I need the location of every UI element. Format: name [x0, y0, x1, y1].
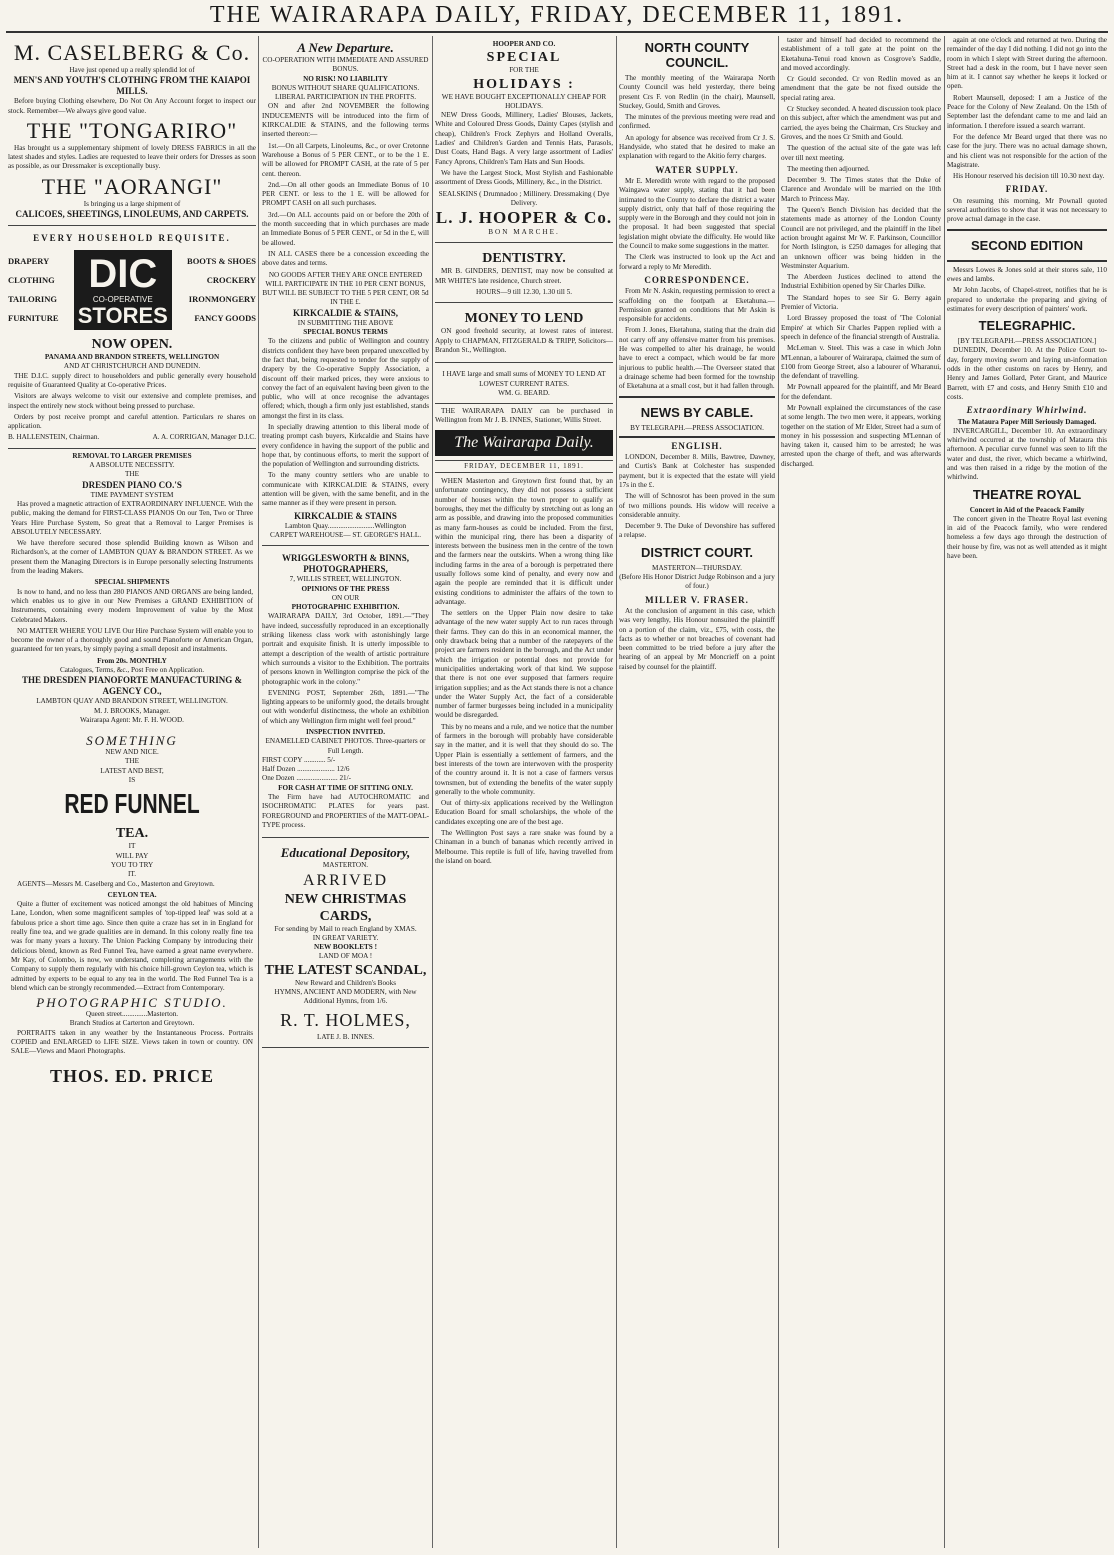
- on-our: ON OUR: [331, 593, 360, 602]
- red-funnel-heading: RED FUNNEL: [64, 789, 200, 820]
- editorial-paragraph: Out of thirty-six applications received by the Wellington Education Board for small scholarships, the whole of the candidates excepting one are of the best age.: [435, 799, 613, 826]
- dic-right-item: FANCY GOODS: [194, 313, 256, 324]
- district-court-sub: MASTERTON—THURSDAY.: [652, 563, 742, 572]
- for-england: For sending by Mail to reach England by XMAS.: [274, 924, 417, 933]
- caselberg-goods: MEN'S AND YOUTH'S CLOTHING FROM THE KAIAPOI MILLS.: [13, 75, 251, 97]
- dresden-footer: Wairarapa Agent: Mr. F. H. WOOD.: [80, 715, 184, 724]
- column-divider: [944, 36, 945, 1548]
- court-paragraph: His Honour reserved his decision till 10.30 next day.: [953, 172, 1105, 181]
- enamelled-photos: ENAMELLED CABINET PHOTOS. Three-quarters or Full Length.: [265, 737, 426, 755]
- arrived-heading: ARRIVED: [302, 871, 389, 889]
- council-paragraph: The minutes of the previous meeting were read and confirmed.: [619, 113, 775, 131]
- dic-visitors: Visitors are always welcome to visit our extensive and complete premises, and inspect the entirely new stock without being pressed to purchase.: [8, 392, 256, 410]
- court-paragraph: again at one o'clock and returned at two. During the remainder of the day I did nothing. I did not go into the room in which I slept with Street during the afternoon. Street had a desk in the room, but I have never seen him at it. I cannot say whether he keeps it locked or open.: [947, 36, 1107, 91]
- carpet-warehouse: CARPET WAREHOUSE— ST. GEORGE'S HALL.: [269, 530, 422, 539]
- dic-signer: B. HALLENSTEIN, Chairman.: [8, 433, 100, 442]
- holidays-heading: HOLIDAYS :: [473, 76, 575, 92]
- tea-agents: AGENTS—Messrs M. Caselberg and Co., Masterton and Greytown.: [17, 879, 215, 888]
- paper-date: FRIDAY, DECEMBER 11, 1891.: [435, 460, 613, 473]
- council-paragraph: The meeting then adjourned.: [787, 164, 870, 173]
- dic-orders: Orders by post receive prompt and careful attention. Particulars re shares on application.: [8, 412, 256, 431]
- portraits-text: PORTRAITS taken in any weather by the Instantaneous Process. Portraits COPIED and ENLARGED to LIFE SIZE. Views taken in town or country. ON SALE—Views and Maori Photographs.: [11, 1028, 253, 1056]
- dic-logo-block: [8, 250, 256, 330]
- educational-heading: Educational Depository,: [280, 845, 411, 861]
- council-paragraph: Cr Stuckey seconded. A heated discussion took place on this subject, after which the amendment was put and carried, the ayes being the Chairman, Crs Stuckey and Groves, and the noes Cr Smith and Gould.: [781, 105, 941, 141]
- court-paragraph: At the conclusion of argument in this case, which was very lengthy, His Honour nonsuited the plaintiff on a portion of the claim, viz., £75, with costs, the facts as to whether or not breaches of covenant had been committed to be tried before a jury after the hearing of an appeal by Mr Moncrieff on a point raised by counsel for the plaintiff.: [619, 606, 775, 671]
- land-of-moa: LAND OF MOA !: [318, 952, 373, 961]
- news-paragraph: DUNEDIN, December 10. At the Police Court to-day, forgery moving sworn and laying un-information odds in the other customs on races by Henry, and Henry and James Gollard, Peter Grant, and Maurice Barrett, with £7 and costs, and Henry Smith £10 and costs.: [947, 346, 1107, 401]
- firm-notice: The Firm have had AUTOCHROMATIC and ISOCHROMATIC PLATES for years past. FOREGROUND and PROPERTIES of the MATT-OPAL-TYPE process.: [262, 793, 429, 829]
- council-paragraph: The question of the actual site of the gate was left over till next meeting.: [781, 144, 941, 162]
- dic-logo-coop: CO-OPERATIVE: [92, 295, 153, 305]
- dresden-footer: M. J. BROOKS, Manager.: [93, 706, 171, 715]
- bon-marche: BON MARCHE.: [488, 228, 560, 237]
- tongariro-text: Has brought us a supplementary shipment of lovely DRESS FABRICS in all the latest shades and styles. Ladies are requested to leave their orders for Dresses as soon as possible, as our Dressmaker is exceptionally busy.: [8, 143, 256, 171]
- new-xmas-cards: NEW CHRISTMAS CARDS,: [284, 891, 407, 924]
- dresden-body: Has proved a magnetic attraction of EXTRAORDINARY INFLUENCE. With the public, making the demand for FIRST-CLASS PIANOS On our Ten, Two or Three Years Hire Purchase System, So great that a Removal to Larger Premises is ABSOLUTELY NECESSARY.: [11, 499, 253, 536]
- council-paragraph: taster and himself had decided to recommend the establishment of a toll gate at the point on the Eketahuna-Tenui road known as Cosgrove's Saddle, and moved accordingly.: [781, 36, 941, 72]
- requisite-heading: EVERY HOUSEHOLD REQUISITE.: [33, 233, 231, 244]
- aorangi-title: THE "AORANGI": [41, 173, 223, 199]
- whirlwind-heading: Extraordinary Whirlwind.: [966, 405, 1088, 416]
- wrigglesworth-heading: WRIGGLESWORTH & BINNS, PHOTOGRAPHERS,: [282, 553, 409, 575]
- dresden-footer: THE DRESDEN PIANOFORTE MANUFACTURING & AGENCY CO.,: [21, 675, 243, 697]
- telegraph-sub: [BY TELEGRAPH.—PRESS ASSOCIATION.]: [957, 337, 1097, 346]
- cable-sub: BY TELEGRAPH.—PRESS ASSOCIATION.: [630, 423, 764, 432]
- friday-heading: FRIDAY.: [1005, 184, 1049, 195]
- coop-line: CO-OPERATION WITH IMMEDIATE AND ASSURED BONUS.: [262, 56, 429, 74]
- dic-address2: AND AT CHRISTCHURCH AND DUNEDIN.: [63, 362, 201, 371]
- something-line: LATEST AND BEST,: [100, 766, 164, 775]
- tongariro-title: THE "TONGARIRO": [26, 117, 238, 143]
- dentistry-heading: DENTISTRY.: [482, 251, 566, 267]
- tea-heading: TEA.: [115, 826, 149, 842]
- cable-paragraph: December 9. The Times states that the Duke of Clarence and Avondale will be married on the 10th March to Princess May.: [781, 176, 941, 203]
- daily-note: THE WAIRARAPA DAILY can be purchased in Wellington from Mr J. B. INNES, Stationer, Willis Street.: [435, 407, 613, 425]
- council-paragraph: From Mr N. Askin, requesting permission to erect a scaffolding on the footpath at Eketahuna.—Permission granted on conditions that Mr Askin is responsible for accidents.: [619, 287, 775, 324]
- dic-left-list: [8, 252, 59, 328]
- news-paragraph: INVERCARGILL, December 10. An extraordinary whirlwind occurred at the township of Mataura this afternoon. A peculiar curve funnel was seen to lift the water and dust, the river, which became a whirlwind, and was then raised in a ridge by the motion of the whirlwind.: [947, 426, 1107, 482]
- column-2: [262, 36, 429, 1548]
- bonus-term: 1st.—On all Carpets, Linoleums, &c., or over Cretonne Warehouse a Bonus of 5 PER CENT., or to be the 1 E. will be allowed for PROMPT CASH, at the rate of 5 per cent. thereon.: [262, 141, 429, 178]
- column-divider: [778, 36, 779, 1548]
- news-paragraph: Mr John Jacobs, of Chapel-street, notifies that he is prepared to undertake the preparing and giving of estimates for every description of painters' work.: [947, 286, 1107, 313]
- dresden-sub: TIME PAYMENT SYSTEM: [90, 490, 174, 499]
- dic-logo-stores: STORES: [77, 303, 168, 329]
- council-paragraph: An apology for absence was received from Cr J. S. Handyside, who stated that he desired to make an explanation with regard to the Akitio ferry charges.: [619, 133, 775, 161]
- court-paragraph: For the defence Mr Beard urged that there was no case for the jury. There was no actual damage shown, and his client was not responsible for the action of the Magistrate.: [947, 132, 1107, 169]
- something-head: SOMETHING: [86, 733, 178, 749]
- district-court-judge: (Before His Honor District Judge Robinson and a jury of four.): [619, 573, 775, 591]
- special-heading: SPECIAL: [486, 50, 562, 66]
- sealskin-line: SEALSKINS ( Drumnadoo ; Millinery. Dressmaking ( Dye Delivery.: [438, 189, 610, 207]
- kirkcaldie-firm-2: KIRKCALDIE & STAINS: [294, 510, 397, 521]
- bonus-body: To the many country settlers who are unable to communicate with KIRKCALDIE & STAINS, every attention will be given, with the same benefit, and in the same manner as if they were present in person.: [262, 471, 429, 508]
- dic-right-list: [187, 252, 256, 328]
- dentist-hours: HOURS—9 till 12.30, 1.30 till 5.: [475, 288, 573, 297]
- hooper-head: HOOPER AND CO.: [492, 40, 556, 48]
- dresden-title: DRESDEN PIANO CO.'S: [82, 479, 182, 490]
- opinions-heading: OPINIONS OF THE PRESS: [301, 584, 390, 593]
- hooper-body: NEW Dress Goods, Millinery, Ladies' Blouses, Jackets, White and Coloured Dress Goods, Dainty Capes (stylish and cheap), Children's Frock Zephyrs and Holland Overalls, Ladies' and Children's Garden and Tennis Hats, Parasols, Dust Coats, Hand Bags. A very large assortment of Ladies' Fancy Aprons, Children's Tam Hats and Sun Hoods.: [435, 111, 613, 166]
- price-row: FIRST COPY ............ 5/-: [262, 755, 336, 764]
- educational-address: MASTERTON.: [322, 861, 369, 870]
- lambton-line: Lambton Quay..........................Wellington: [284, 521, 407, 530]
- ceylon-heading: CEYLON TEA.: [107, 890, 157, 899]
- dic-ad: [8, 229, 256, 449]
- for-the: FOR THE: [509, 66, 539, 75]
- aorangi-goods: CALICOES, SHEETINGS, LINOLEUMS, AND CARPETS.: [15, 209, 249, 220]
- court-paragraph: Mr Pownall explained the circumstances of the case at some length. The two men were, it appears, working together on the station of Mr Elder, Street had a sum of money in his possession and suspecting M'Lennan of having taken it, caused him to be arrested; he was arrested upon the charge of theft, and was afterwards discharged.: [781, 403, 941, 468]
- caselberg-name: M. CASELBERG & Co.: [13, 40, 251, 65]
- cable-paragraph: The Queen's Bench Division has decided that the statements made as attorney of the London County Council are not privileged, and the plaintiff in the libel action brought against Mr W. F. Parkinson, Councillor for North Islington, is £250 damages for alleging that an unknown officer was being hidden in the Westminster Aquarium.: [781, 206, 941, 270]
- court-paragraph: On resuming this morning, Mr Pownall quoted several authorities to show that it was not necessary to prove actual damage in the case.: [947, 196, 1107, 224]
- special-bonus: SPECIAL BONUS TERMS: [303, 328, 388, 337]
- council-paragraph: The monthly meeting of the Wairarapa North County Council was held yesterday, there being present Crs F. von Redlin (in the chair), Maunsell, Stuckey, Gould, Smith and Groves.: [619, 74, 775, 110]
- dic-right-item: BOOTS & SHOES: [187, 256, 256, 267]
- water-supply-heading: WATER SUPPLY.: [655, 164, 739, 175]
- ceylon-text: Quite a flutter of excitement was noticed amongst the old habitues of Mincing Lane, London, when some magnificent samples of 'top-tipped leaf' was sold at a fabulous price a short time ago. Since then quite a craze has set in in England for really fine tea, and we grade qualities are in demand. In this colony really fine tea was for many years a luxury. The Union Packing Company by introducing their delicious blend, known as Red Funnel Tea, have earned a great name everywhere. Mr Kay, of Colombo, is now, we understand, completing arrangements with the Company to supply them regularly with his choice hill-grown Ceylon tea, which is admitted by experts to be equal to any tea in the world. The Red Funnel Tea is a blend which can be strongly recommended.—Extract from Contemporary.: [11, 900, 253, 992]
- bonus-body: In specially drawing attention to this liberal mode of treating prompt cash buyers, Kirkcaldie and Stains have every confidence in having the support of the public and hope that, by continuous efforts, to merit the support of the population of Wellington and surrounding districts.: [262, 422, 429, 469]
- reward-books: New Reward and Children's Books: [294, 978, 397, 987]
- now-open: NOW OPEN.: [91, 337, 173, 353]
- dic-signer: A. A. CORRIGAN, Manager D.I.C.: [152, 433, 256, 442]
- special-shipments: SPECIAL SHIPMENTS: [94, 578, 170, 587]
- second-edition-box: [947, 229, 1107, 262]
- paper-title: The Wairarapa Daily.: [435, 430, 613, 456]
- caselberg-ad: [8, 36, 256, 226]
- tea-line: IT: [128, 842, 136, 851]
- dresden-footer: LAMBTON QUAY AND BRANDON STREET, WELLINGTON.: [36, 697, 228, 706]
- something-line: THE: [125, 757, 139, 766]
- aorangi-text: Is bringing us a large shipment of: [83, 199, 181, 208]
- wrigglesworth-address: 7, WILLIS STREET, WELLINGTON.: [289, 575, 402, 584]
- bonus-term: IN ALL CASES there be a concession exceeding the above dates and terms.: [262, 249, 429, 268]
- dresden-body3: Is now to hand, and no less than 280 PIANOS AND ORGANS are being landed, which enables us to give in our New Premises a GRAND EXHIBITION of Instruments, containing every modern Improvement of value by the Most Celebrated Makers.: [11, 587, 253, 624]
- column-3: [435, 36, 613, 1548]
- money-ad-2: [435, 366, 613, 404]
- telegraphic-heading: TELEGRAPHIC.: [978, 318, 1076, 334]
- cable-paragraph: The Aberdeen Justices declined to attend the Industrial Exhibition opened by Sir Charles Dilke.: [781, 273, 941, 291]
- money-signer: WM. G. BEARD.: [498, 388, 550, 397]
- dresden-catalog: Catalogues, Terms, &c., Post Free on Application.: [59, 665, 205, 674]
- hymns: HYMNS, ANCIENT AND MODERN, with New Additional Hymns, from 1/6.: [274, 988, 417, 1006]
- hooper-ad: [435, 36, 613, 243]
- dic-address: PANAMA AND BRANDON STREETS, WELLINGTON: [44, 353, 220, 362]
- tea-line: WILL PAY: [115, 851, 149, 860]
- removal-sub: A ABSOLUTE NECESSITY.: [89, 461, 175, 470]
- editorial-paragraph: The Wellington Post says a rare snake was found by a Chinaman in a bunch of bananas which recently arrived in Melbourne. This reptile is full of life, having travelled from the island on board.: [435, 829, 613, 865]
- dic-left-item: DRAPERY: [8, 256, 50, 267]
- editorial-paragraph: The settlers on the Upper Plain now desire to take advantage of the new water supply Act to run races through their farms. They can do this in an economical manner, the only drawback being that a number of the ratepayers of the project are farmers resident in the borough, and the Act under which the irrigation or potential does not provide for municipalities undertaking work of that kind. We suppose that there is not one ever supposed that farmers require irrigation supplies; and as the Act stands there is not a chance under the Water Supply Act, the fact of a considerable number of farmer burgesses being included in a municipality would be disregarded.: [435, 609, 613, 720]
- mill-damaged-heading: The Mataura Paper Mill Seriously Damaged.: [957, 417, 1097, 426]
- money-big: I HAVE large and small sums of MONEY TO LEND AT LOWEST CURRENT RATES.: [442, 370, 606, 388]
- column-divider: [258, 36, 259, 1548]
- column-divider: [432, 36, 433, 1548]
- column-6: [947, 36, 1107, 1548]
- council-paragraph: Mr E. Meredith wrote with regard to the proposed Waingawa water supply, stating that it had been intimated to the County to declare the district a water supply district, only that half of those requiring the supply were in the Borough and they could not join in the proposal. It had been suggested that special legislation might obviate the difficulty. He would like the Council to make some suggestions in the matter.: [619, 176, 775, 251]
- column-4: [619, 36, 775, 1548]
- dic-signers: [8, 433, 256, 442]
- cable-paragraph: Lord Brassey proposed the toast of 'The Colonial Empire' at which Sir Charles Pappen replied with a speech in defence of the financial strength of Australia.: [781, 314, 941, 341]
- cable-paragraph: LONDON, December 8. Mills, Bawtree, Dawney, and Curtis's Bank at Colchester has suspended payment, but it is expected that the estate will yield 17s in the £.: [619, 453, 775, 489]
- dic-logo: [74, 250, 172, 330]
- branch-studios: Branch Studios at Carterton and Greytown.: [69, 1019, 195, 1028]
- dresden-ad: [8, 452, 256, 1091]
- cable-heading: NEWS BY CABLE.: [640, 404, 754, 420]
- dentistry-ad: [435, 246, 613, 303]
- cable-paragraph: December 9. The Duke of Devonshire has suffered a relapse.: [619, 522, 775, 540]
- dic-text: THE D.I.C. supply direct to householders and public generally every household requisite of Guaranteed Quality at Co-operative Prices.: [8, 371, 256, 389]
- on-after: ON and after 2nd NOVEMBER the following INDUCEMENTS will be introduced into the firm of KIRKCALDIE & STAINS, and the following terms inserted thereon:—: [262, 102, 429, 139]
- correspondence-heading: CORRESPONDENCE.: [644, 274, 750, 285]
- council-paragraph: The Clerk was instructed to look up the Act and forward a reply to Mr Meredith.: [619, 253, 775, 271]
- cable-paragraph: The will of Schnosrot has been proved in the sum of two millions pounds. His widow will receive a considerable annuity.: [619, 492, 775, 519]
- cash-sitting: FOR CASH AT TIME OF SITTING ONLY.: [278, 783, 413, 792]
- editorial-paragraph: This by no means and a rule, and we notice that the number of farmers in the borough will probably have considerable say in the matter, and it is well that they should do so. The Upper Plain is essentially a settlement of farmers, and the best interests of the town are interwoven with the prosperity of the country around it. It is not a case of farmers versus townsmen, but of extending the benefits of the water supply generally to the whole community.: [435, 722, 613, 796]
- press-quote: WAIRARAPA DAILY, 3rd October, 1891.—"They have indeed, successfully reproduced in an exceptionally striking likeness class work with astonishingly large portrait and exquisite finish. It is utterly impossible to attempt a description of the wealth of artistic portraiture which surrounds a visitor to the Exhibition. The portraits of persons known in Wellington comprise the pick of the photographic work in the colony.": [262, 612, 429, 686]
- theatre-heading: THEATRE ROYAL: [972, 486, 1082, 502]
- great-variety: IN GREAT VARIETY.: [312, 933, 379, 942]
- educational-ad: [262, 841, 429, 1048]
- photo-exhibition: PHOTOGRAPHIC EXHIBITION.: [291, 603, 400, 612]
- column-divider: [616, 36, 617, 1548]
- column-5: [781, 36, 941, 1548]
- court-paragraph: McLeman v. Steel. This was a case in which John M'Lennan, a labourer of Wairarapa, claimed the sum of £100 from George Street, also a labourer of Wharanui, the defendant of travelling.: [781, 344, 941, 381]
- dic-right-item: CROCKERY: [206, 275, 256, 286]
- dresden-body2: We have therefore secured those splendid Building known as Wilson and Richardson's, at the corner of LAMBTON QUAY & BRANDON STREET. As we present them the Managing Directors is in Europe personally selecting Instruments from the leading Makers.: [11, 539, 253, 576]
- bonus-body: To the citizens and public of Wellington and country districts confident they have been prepared unexcelled by the fact that, being requested to tender for the supply of drapery by the Co-operative Supply Association, a discount off their marked prices, they were anxious to convey the fact of an equivalent having been given to the public, who will at once recognise the advantages offered; which, though a firm only just established, stands amongst the first in its class.: [262, 337, 429, 420]
- district-court-heading: DISTRICT COURT.: [641, 544, 753, 560]
- news-paragraph: Messrs Lowes & Jones sold at their stores sale, 110 ewes and lambs.: [947, 265, 1107, 283]
- hooper-firm: L. J. HOOPER & Co.: [435, 208, 613, 228]
- inspection-invited: INSPECTION INVITED.: [305, 728, 386, 736]
- news-paragraph: The concert given in the Theatre Royal last evening in aid of the Peacock family, who were rendered homeless a few days ago through the destruction of their house by fire, was not as well attended as it might have been.: [947, 514, 1107, 561]
- hooper-body: We have the Largest Stock, Most Stylish and Fashionable assortment of Dress Goods, Millinery, &c., in the District.: [435, 168, 613, 187]
- bonus-term: 2nd.—On all other goods an Immediate Bonus of 10 PER CENT. or less to the 1 E. will be allowed for PROMPT CASH on all such purchases.: [262, 180, 429, 208]
- latest-scandal: THE LATEST SCANDAL,: [264, 962, 427, 978]
- tea-line: IT.: [127, 870, 137, 879]
- col1-split: [8, 452, 256, 1091]
- dic-left-item: CLOTHING: [8, 275, 55, 286]
- removal-the: THE: [125, 470, 139, 479]
- wrigglesworth-ad: [262, 549, 429, 838]
- something-line: IS: [128, 776, 136, 785]
- from-price: From 20s. MONTHLY: [97, 656, 167, 665]
- english-heading: ENGLISH.: [671, 440, 723, 451]
- dic-logo-main: DIC: [88, 252, 158, 297]
- price-row: One Dozen ....................... 21/-: [262, 774, 352, 783]
- removal-title: REMOVAL TO LARGER PREMISES: [72, 451, 192, 460]
- liberal-line: LIBERAL PARTICIPATION IN THE PROFITS.: [274, 93, 416, 102]
- second-edition-heading: SECOND EDITION: [971, 237, 1083, 253]
- dresden-body4: NO MATTER WHERE YOU LIVE Our Hire Purchase System will enable you to become the owner of a thoroughly good and sound Pianoforte or American Organ, guaranteed for ten years, by simply paying a small deposit and instalments.: [11, 626, 253, 654]
- booklets: NEW BOOKLETS !: [314, 943, 377, 952]
- submitting: IN SUBMITTING THE ABOVE: [297, 318, 394, 327]
- theatre-sub: Concert in Aid of the Peacock Family: [969, 505, 1085, 514]
- bonus-line: BONUS WITHOUT SHARE QUALIFICATIONS.: [271, 83, 420, 92]
- tea-line: YOU TO TRY: [110, 860, 154, 869]
- caselberg-intro: Have just opened up a really splendid lot of: [69, 66, 195, 74]
- no-goods: NO GOODS AFTER THEY ARE ONCE ENTERED WILL PARTICIPATE IN THE 10 PER CENT BONUS, BUT WILL BE SUBJECT TO THE 5 PER CENT, OR 5d IN THE £.: [262, 270, 429, 307]
- column-1: [8, 36, 256, 1548]
- money-heading: MONEY TO LEND: [464, 311, 584, 327]
- holmes-sub: LATE J. B. INNES.: [316, 1032, 375, 1041]
- bonus-term: 3rd.—On ALL accounts paid on or before the 20th of the month succeeding that in which purchases are made an Immediate Bonus of 5 PER CENT., or 5d in the £, will be allowed.: [262, 210, 429, 247]
- cable-section: [619, 396, 775, 438]
- dentist-body: MR B. GINDERS, DENTIST, may now be consulted at MR WHITE'S late residence, Church street.: [435, 267, 613, 285]
- queen-street: Queen street..............Masterton.: [85, 1010, 179, 1019]
- holmes-heading: R. T. HOLMES,: [280, 1009, 411, 1030]
- masthead: THE WAIRARAPA DAILY, FRIDAY, DECEMBER 11, 1891.: [209, 2, 905, 28]
- masthead-rule: [6, 31, 1108, 33]
- kirkcaldie-ad: [262, 36, 429, 546]
- price-row: Half Dozen ..................... 12/6: [262, 765, 350, 774]
- something-line: NEW AND NICE.: [105, 748, 159, 757]
- dic-left-item: FURNITURE: [8, 313, 59, 324]
- case-heading: MILLER V. FRASER.: [645, 594, 749, 605]
- council-paragraph: Cr Gould seconded. Cr von Redlin moved as an amendment that the gate be not fixed outside the special rating area.: [781, 75, 941, 102]
- court-paragraph: Mr Pownall appeared for the plaintiff, and Mr Beard for the defendant.: [781, 383, 941, 401]
- dic-left-item: TAILORING: [8, 294, 57, 305]
- photo-studio-heading: PHOTOGRAPHIC STUDIO.: [36, 995, 228, 1011]
- press-quote: EVENING POST, September 26th, 1891.—"The lighting appears to be uniformly good, the details brought out with wonderful distinctness, the whole an exhibition of which any Wellington firm might well feel proud.": [262, 688, 429, 725]
- kirkcaldie-firm: KIRKCALDIE & STAINS,: [292, 307, 399, 318]
- thos-price: THOS. ED. PRICE: [49, 1065, 215, 1086]
- purchased-line: WE HAVE BOUGHT EXCEPTIONALLY CHEAP FOR HOLIDAYS.: [441, 92, 607, 110]
- council-paragraph: From J. Jones, Eketahuna, stating that the drain did not carry off any offensive matter from his premises. He was compelled to alter his drainage, he would have to erect a compact, which would be far more injurious to public health.—The Overseer stated that a drainage scheme had been formed for the township of Eketahuna at a small cost, but it had fallen through.: [619, 326, 775, 391]
- caselberg-note: Before buying Clothing elsewhere, Do Not On Any Account forget to inspect our stock. Remember—We always give good value.: [8, 97, 256, 115]
- editorial-paragraph: WHEN Masterton and Greytown first found that, by an unfortunate contingency, they did not possess a sufficient number of houses within the town proper to qualify as boroughs, they met the difficulty by stretching out as long an arm as possible, and drawing into the proposed communities as many farm-houses as could be included. From the first, within the municipal ring, there has been a disparity of interests between the business men in the centre of the town and the farmers near the outskirts. When a wrong thing like including farms in the area of a borough is perpetrated there usually follows some kind of penalty, and every now and again the people are reminded that it is difficult under existing conditions to administer the affairs of the town to advantage.: [435, 477, 613, 606]
- departure-heading: A New Departure.: [297, 40, 394, 55]
- dic-right-item: IRONMONGERY: [188, 294, 256, 305]
- money-body: ON good freehold security, at lowest rates of interest. Apply to CHAPMAN, FITZGERALD & TRIPP, Solicitors—Brandon St., Wellington.: [435, 327, 613, 354]
- cable-paragraph: The Standard hopes to see Sir G. Berry again Premier of Victoria.: [781, 293, 941, 312]
- money-ad: [435, 306, 613, 363]
- court-paragraph: Robert Maunsell, deposed: I am a Justice of the Peace for the Colony of New Zealand. On the 15th of September last the defendant came to me and laid an information. I therefore issued a search warrant.: [947, 93, 1107, 130]
- council-heading: NORTH COUNTY COUNCIL.: [644, 40, 750, 70]
- norisk-line: NO RISK! NO LIABILITY: [303, 74, 388, 83]
